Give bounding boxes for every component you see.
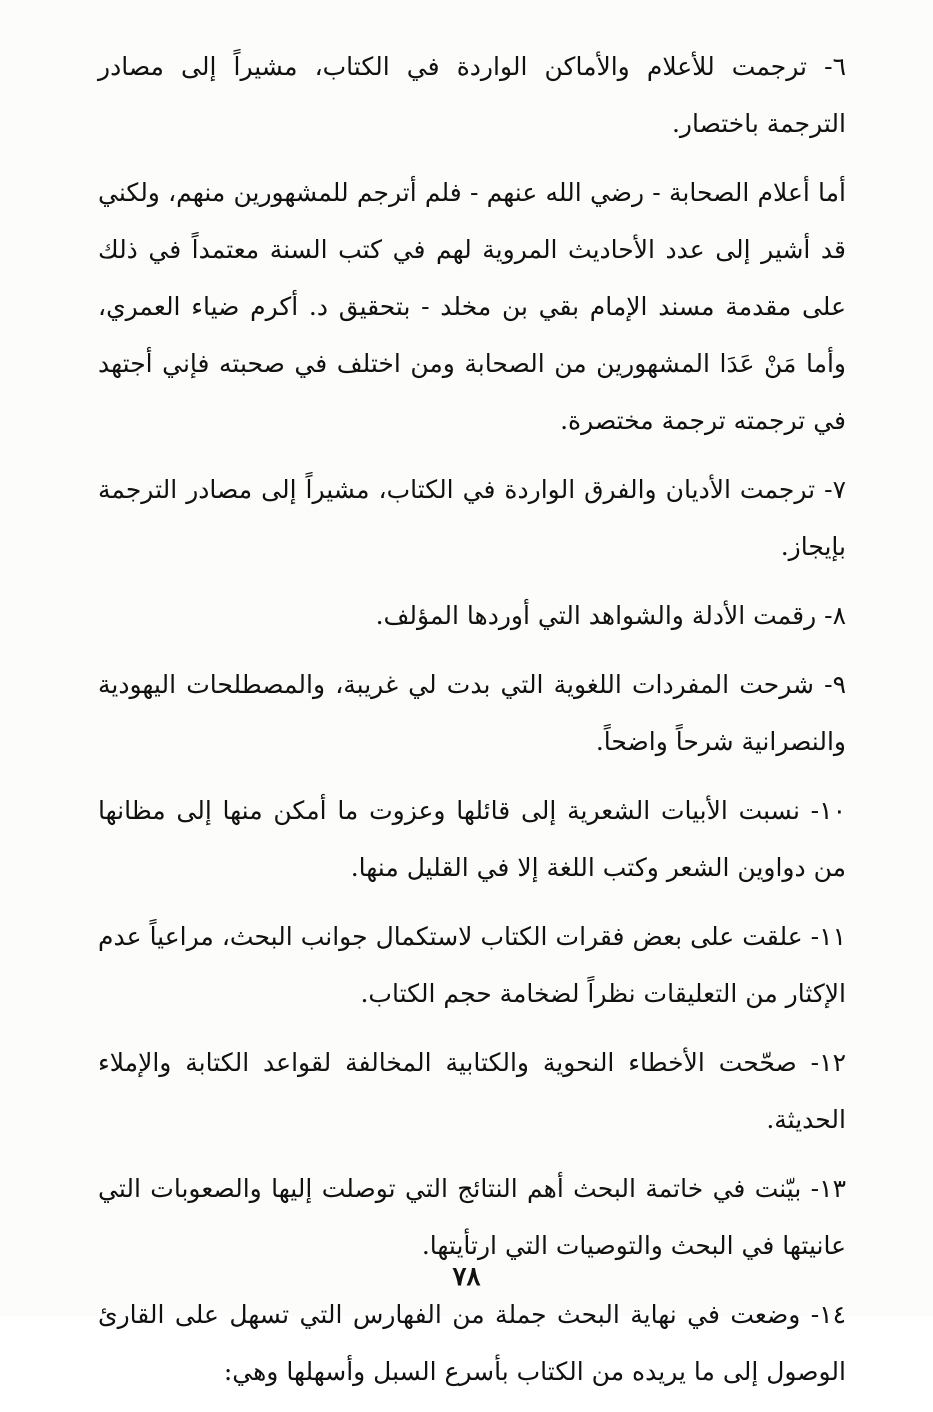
companions-note-paragraph: أما أعلام الصحابة - رضي الله عنهم - فلم أترجم للمشهورين منهم، ولكني قد أشير إلى عدد الأحاديث المروية لهم في كتب السنة معتمداً في ذلك على مقدمة مسند الإمام بقي بن مخلد - بتحقيق د. أكرم ضياء العمري، وأما مَنْ عَدَا المشهورين من الصحابة ومن اختلف في صحبته فإني أجتهد في ترجمته ترجمة مختصرة. (98, 178, 846, 435)
body-text (98, 38, 846, 1412)
item-8-paragraph: ٨- رقمت الأدلة والشواهد التي أوردها المؤلف. (375, 601, 846, 630)
item-10-paragraph: ١٠- نسبت الأبيات الشعرية إلى قائلها وعزوت ما أمكن منها إلى مظانها من دواوين الشعر وكتب اللغة إلا في القليل منها. (98, 796, 846, 882)
item-6-paragraph: ٦- ترجمت للأعلام والأماكن الواردة في الكتاب، مشيراً إلى مصادر الترجمة باختصار. (98, 52, 846, 138)
item-14-paragraph: ١٤- وضعت في نهاية البحث جملة من الفهارس التي تسهل على القارئ الوصول إلى ما يريده من الكتاب بأسرع السبل وأسهلها وهي: (98, 1300, 846, 1386)
item-13-paragraph: ١٣- بيّنت في خاتمة البحث أهم النتائج التي توصلت إليها والصعوبات التي عانيتها في البحث والتوصيات التي ارتأيتها. (98, 1174, 846, 1260)
item-11-paragraph: ١١- علقت على بعض فقرات الكتاب لاستكمال جوانب البحث، مراعياً عدم الإكثار من التعليقات نظراً لضخامة حجم الكتاب. (98, 922, 846, 1008)
page-number: ٧٨ (452, 1262, 481, 1292)
item-7-paragraph: ٧- ترجمت الأديان والفرق الواردة في الكتاب، مشيراً إلى مصادر الترجمة بإيجاز. (98, 475, 846, 561)
item-9-paragraph: ٩- شرحت المفردات اللغوية التي بدت لي غريبة، والمصطلحات اليهودية والنصرانية شرحاً واضحاً. (98, 670, 846, 756)
item-12-paragraph: ١٢- صحّحت الأخطاء النحوية والكتابية المخالفة لقواعد الكتابة والإملاء الحديثة. (98, 1048, 846, 1134)
